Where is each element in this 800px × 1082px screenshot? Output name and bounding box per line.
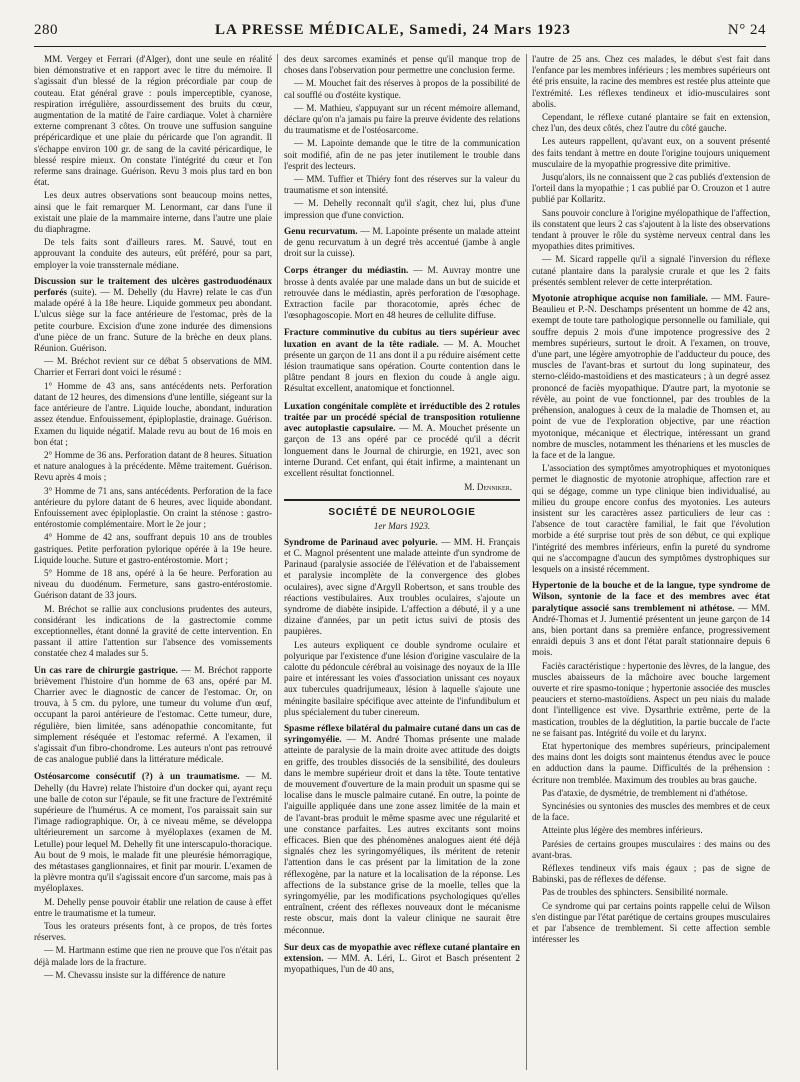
- paragraph: 5° Homme de 18 ans, opéré à la 6e heure. Perforation au niveau du duodénum. Fermeture, sans gastro-entérostomie. Guérison datant de 33 jours.: [34, 567, 272, 601]
- page-header: [34, 22, 766, 44]
- heading-body: — MM. A. Léri, L. Girot et Basch présentent 2 myopathiques, l'un de 40 ans,: [284, 954, 520, 976]
- column-middle: [277, 54, 527, 1070]
- column-left: [34, 54, 272, 1070]
- issue-number: N° 24: [727, 22, 766, 38]
- heading-body: (suite). — M. Dehelly (du Havre) relate le cas d'un malade opéré à la 18e heure. Liquide gommeux peu abondant. L'ulcus siège sur la face antérieure de l'estomac, près de la petite courbure. Excision d'une zone indurée des dimensions d'une pièce de un franc. Suture de la brèche en deux plans. Réunion. Guérison.: [34, 288, 272, 355]
- paragraph: — MM. Tuffier et Thiéry font des réserves sur la valeur du traumatisme et son intensité.: [284, 174, 520, 196]
- paragraph: Ce syndrome qui par certains points rappelle celui de Wilson s'en distingue par l'état parétique de certains groupes musculaires et par l'absence de tremblement. Si cette affection semble intéresser les: [532, 900, 770, 945]
- heading-title: Fracture comminutive du cubitus au tiers supérieur avec luxation en avant de la tête radiale.: [284, 328, 520, 350]
- heading-body: — M. Lapointe présente un malade atteint de genu recurvatum à un degré très accentué (jambe à angle droit sur la cuisse).: [284, 226, 520, 260]
- paragraph: M. Dehelly pense pouvoir établir une relation de cause à effet entre le traumatisme et la tumeur.: [34, 896, 272, 918]
- heading-title: Ostéosarcome consécutif (?) à un traumatisme.: [34, 772, 240, 783]
- heading-title: Sur deux cas de myopathie avec réflexe cutané plantaire en extension.: [284, 942, 520, 965]
- paragraph: — M. Lapointe demande que le titre de la communication soit modifié, afin de ne pas jeter inutilement le trouble dans l'esprit des lecteurs.: [284, 138, 520, 171]
- column-right: [532, 54, 770, 1070]
- page-number: 280: [34, 22, 58, 38]
- heading-body: — MM. H. Français et C. Magnol présentent une malade atteinte d'un syndrome de Parinaud (paralysie associée de l'élévation et de l'abaissement et paralysie incomplète de la convergence des globes oculaires), avec signe d'Argyll Robertson, et sans trouble des réactions vestibulaires. Aux troubles oculaires, s'ajoute un syndrome de diabète insipide. L'affection a débuté, il y a une dizaine d'années, par un petit ictus suivi de ptosis des paupières.: [284, 537, 520, 638]
- article-heading: [284, 328, 520, 395]
- paragraph: Réflexes tendineux vifs mais égaux ; pas de signe de Babinski, pas de réflexes de défense.: [532, 863, 770, 885]
- article-heading: [34, 666, 272, 767]
- article-heading: [34, 277, 272, 355]
- paragraph: Atteinte plus légère des membres inférieurs.: [542, 825, 703, 836]
- paragraph: 2° Homme de 36 ans. Perforation datant de 8 heures. Situation et nature analogues à la précédente. Même traitement. Guérison. Revu après 4 mois ;: [34, 449, 272, 483]
- paragraph: l'autre de 25 ans. Chez ces malades, le début s'est fait dans l'enfance par les membres inférieurs ; les membres supérieurs ont été pris ensuite, la racine des membres est restée plus atteinte que l'extrémité. Les réflexes tendineux et idio-musculaires sont abolis.: [532, 54, 770, 109]
- article-heading: [284, 266, 520, 322]
- paragraph: 4° Homme de 42 ans, souffrant depuis 10 ans de troubles gastriques. Petite perforation pylorique opérée à la 19e heure. Liquide louche. Suture et gastro-entérostomie. Mort ;: [34, 532, 272, 565]
- paragraph: Syncinésies ou syntonies des muscles des membres et de ceux de la face.: [532, 801, 770, 823]
- header-rule: [34, 46, 766, 47]
- paragraph: Pas d'ataxie, de dysmétrie, de tremblement ni d'athétose.: [542, 787, 748, 798]
- article-heading: [284, 538, 520, 639]
- heading-body: — M. André Thomas présente une malade atteinte de paralysie de la main droite avec attitude des doigts en griffe, des troubles dissociés de la sensibilité, des douleurs dans le membre supérieur droit et dans la tête. Toute tentative de mouvement d'ouverture de la main produit un spasme qui se localise dans le muscle palmaire cutané. En outre, la pointe de l'aiguille appliquée dans une zone assez limitée de la main et de l'avant-bras produit le même spasme avec une régularité et une constance parfaites. Les autres excitants sont moins efficaces. Bien que des phénomènes analogues aient été déjà signalés chez les syringomyéliques, ils méritent de retenir l'attention dans le cas présent par la limitation de la zone réflexogène, par la nature et la localisation de la réponse. Les affections de la substance grise de la moelle, telles que la syringomyélie, par les modifications psychologiques qu'elles entraînent, créent des réflexes nouveaux dont le mécanisme reste obscur, mais dont la valeur clinique ne saurait être méconnue.: [284, 735, 520, 936]
- heading-body: — MM. André-Thomas et J. Jumentié présentent un jeune garçon de 14 ans, bien portant dans sa première enfance, progressivement enraidi depuis 3 ans et dont l'état paraît stationnaire depuis 6 mois.: [532, 603, 770, 659]
- paragraph: des deux sarcomes examinés et pense qu'il manque trop de choses dans l'observation pour permettre une conclusion ferme.: [284, 54, 520, 76]
- paragraph: — M. Sicard rappelle qu'il a signalé l'inversion du réflexe cutané plantaire dans la paralysie crurale et que les 2 faits présentés semblent relever de cette interprétation.: [532, 254, 770, 287]
- paragraph: Pas de troubles des sphincters. Sensibilité normale.: [542, 887, 728, 898]
- author-signature: M. Denniker.: [464, 482, 512, 493]
- heading-title: Hypertonie de la bouche et de la langue, type syndrome de Wilson, syntonie de la face et des membres avec état paralytique associé sans tremblement ni athétose.: [532, 581, 770, 614]
- heading-body: — MM. Faure-Beaulieu et P.-N. Deschamps présentent un homme de 42 ans, exempt de toute tare pathologique personnelle ou familiale, qui souffre depuis 2 mois d'une impotence progressive des 2 membres supérieurs, surtout le droit. A l'examen, on trouve, d'une part, une légère amyotrophie de l'adducteur du pouce, des muscles de l'avant-bras et surtout du long supinateur, des sterno-cléido-mastoïdiens et des masticateurs ; à un degré assez prononcé de faciès myopathique. D'autre part, la myotonie se révèle, au point de vue fonctionnel, par des troubles de la préhension, analogues à ceux de la maladie de Thomsen et, au point de vue de l'exploration objective, par une réaction myotonique, mécanique et électrique, intéressant un grand nombre de muscles, notamment les thénariens et les muscles de la face et de la langue.: [532, 294, 770, 461]
- heading-title: Syndrome de Parinaud avec polyurie.: [284, 537, 438, 548]
- heading-title: Spasme réflexe bilatéral du palmaire cutané dans un cas de syringomyélie.: [284, 723, 520, 746]
- heading-title: Luxation congénitale complète et irréductible des 2 rotules traitée par un procédé spécial de transposition rotulienne avec autoplastie capsulaire.: [284, 401, 520, 435]
- paragraph: Les auteurs rappellent, qu'avant eux, on a souvent présenté des faits tendant à mettre en doute l'origine toujours uniquement musculaire de la myopathie progressive dite primitive.: [532, 136, 770, 169]
- section-heading: SOCIÉTÉ DE NEUROLOGIE: [284, 499, 520, 518]
- columns: [34, 54, 772, 1070]
- heading-title: Un cas rare de chirurgie gastrique.: [34, 665, 178, 676]
- paragraph: Jusqu'alors, ils ne connaissent que 2 cas publiés d'extension de l'orteil dans la myopathie ; 1 cas publié par O. Crouzon et 1 autre publié par Kollaritz.: [532, 172, 770, 205]
- paragraph: 3° Homme de 71 ans, sans antécédents. Perforation de la face antérieure du pylore datant de 6 heures, avec liquide abondant. Enfouissement avec épiploplastie. On craint la sténose : gastro-entérostomie complémentaire. Mort le 2e jour ;: [34, 485, 272, 530]
- heading-body: — M. Bréchot rapporte brièvement l'histoire d'un homme de 63 ans, opéré par M. Charrier avec le diagnostic de cancer de l'estomac. Or, on trouva, à 5 cm. du pylore, une tumeur du volume d'un œuf, occupant la paroi antérieure de l'estomac. Cette tumeur, dure, régulière, bien limitée, sans adénopathie concomitante, fut simplement réséquée et l'estomac refermé. A l'examen, il s'agissait d'un fibro-chondrome. Les auteurs n'ont pas retrouvé de cas analogue publié dans la littérature médicale.: [34, 665, 272, 766]
- paragraph: — M. Chevassu insiste sur la différence de nature: [44, 969, 226, 980]
- heading-title: Genu recurvatum.: [284, 226, 358, 237]
- heading-body: — M. A. Mouchet présente un garçon de 11 ans dont il a pu réduire aisément cette lésion traumatique sans opération. Courte contention dans le plâtre pendant 8 jours en flexion du coude à angle aigu. Résultat excellent, anatomique et fonctionnel.: [284, 339, 521, 395]
- middle-bottom-content: [284, 538, 520, 977]
- paragraph: Faciès caractéristique : hypertonie des lèvres, de la langue, des muscles abaisseurs de la mâchoire avec bouche largement ouverte et rire spasmo-tonique ; hypertonie associée des muscles peauciers et sterno-mastoïdiens. Aspect un peu niais du malade dont l'intelligence est vive. Dysarthrie extrême, perte de la mastication, troubles de la déglutition, la partie buccale de l'acte ne se faisant pas. Intégrité du voile et du larynx.: [532, 660, 770, 738]
- article-heading: [284, 227, 520, 261]
- middle-top-content: [284, 54, 520, 493]
- section-date: 1er Mars 1923.: [373, 520, 431, 531]
- article-heading: [284, 943, 520, 977]
- heading-title: Discussion sur le traitement des ulcères gastroduodénaux perforés: [34, 276, 272, 299]
- article-heading: [532, 294, 770, 462]
- paragraph: Parésies de certains groupes musculaires : des mains ou des avant-bras.: [532, 838, 770, 860]
- heading-body: — M. Auvray montre une brosse à dents avalée par une malade dans un but de suicide et retrouvée dans le médiastin, après perforation de l'œsophage. Extraction facile par thoracotomie, après échec de l'œsophagoscopie. Mort en 48 heures de cellulite diffuse.: [284, 266, 520, 322]
- paragraph: — M. Dehelly reconnaît qu'il s'agit, chez lui, plus d'une impression que d'une conviction.: [284, 198, 520, 220]
- paragraph: Les auteurs expliquent ce double syndrome oculaire et polyurique par l'existence d'une lésion d'origine vasculaire de la calotte du pédoncule cérébral au voisinage des noyaux de la IIIe paire et intéressant les voies d'association unissant ces noyaux aux tubercules quadrijumeaux, lésion à laquelle s'ajoute une méningite basilaire spécifique avec atteinte de l'infundibulum et plus spécialement du tuber cinereum.: [284, 639, 520, 717]
- paragraph: De tels faits sont d'ailleurs rares. M. Sauvé, tout en approuvant la conduite des auteurs, eût préféré, pour sa part, employer la voie transsternale médiane.: [34, 237, 272, 270]
- paragraph: MM. Vergey et Ferrari (d'Alger), dont une seule en réalité bien démonstrative et en rapport avec le titre du mémoire. Il s'agissait d'un blessé de la région précordiale par coup de couteau. Etat général grave : pouls imperceptible, cyanose, respiration irrégulière, assourdissement des bruits du cœur, augmentation de la matité de l'aire cardiaque. Volet à charnière externe comprenant 3 côtes. On trouve une suffusion sanguine prépéricardique et une plaie du péricarde que l'on agrandit. Il s'échappe environ 100 gr. de sang de la cavité péricardique, le blessé respire mieux. On constate l'intégrité du cœur et l'on referme sans drainage. Guérison. Revu 3 mois plus tard en bon état.: [34, 54, 272, 188]
- paragraph: L'association des symptômes amyotrophiques et myotoniques permet le diagnostic de myotonie atrophique, affection rare et qui se dégage, comme un type clinique bien individualisé, au milieu du groupe encore confus des myotonies. Les auteurs insistent sur les caractères assez particuliers de leur cas : l'absence de tout caractère familial, le fait que l'évolution morbide a été surprise tout près de son début, ce qui explique l'intégrité des membres inférieurs, enfin la pureté du syndrome qui ne s'accompagne d'aucun des symptômes dystrophiques sur lesquels on a insisté récemment.: [532, 463, 770, 574]
- heading-body: — M. A. Mouchet présente un garçon de 13 ans opéré par ce procédé qu'il a décrit longuement dans le Journal de chirurgie, en 1921, avec son interne Durand. Cet enfant, qui était infirme, a maintenant un excellent résultat fonctionnel.: [284, 424, 520, 479]
- heading-body: — M. Dehelly (du Havre) relate l'histoire d'un docker qui, ayant reçu une balle de coton sur l'épaule, se fit une fracture de l'extrémité supérieure de l'humérus. A ce moment, l'os paraissait sain sur l'image radiographique. Or, à ce niveau même, se développa ultérieurement un sarcome à myéloplaxes (examen de M. Letulle) pour lequel M. Dehelly fit une interscapulo-thoracique. Au bout de 9 mois, le malade fit une pleurésie hémorragique, des métastases ganglionnaires, et finit par mourir. L'examen de la plèvre montra qu'il s'agissait encore d'un sarcome, mais pas à myéloplaxes.: [34, 772, 272, 895]
- paragraph: Etat hypertonique des membres supérieurs, principalement des mains dont les doigts sont maintenus étendus avec le pouce en adduction dans la paume. Difficultés de la préhension : écriture non tremblée. Maximum des troubles au bras gauche.: [532, 740, 770, 785]
- paragraph: M. Bréchot se rallie aux conclusions prudentes des auteurs, considérant les indications de la gastrectomie comme exceptionnelles, étant donné la gravité de cette intervention. En passant il attire l'attention sur l'absence des vomissements constatée chez 4 malades sur 5.: [34, 603, 272, 659]
- paragraph: — M. Mouchet fait des réserves à propos de la possibilité de cal soufflé ou d'ostéite kystique.: [284, 78, 520, 100]
- article-heading: [284, 724, 520, 937]
- paragraph: Les deux autres observations sont beaucoup moins nettes, ainsi que le fait remarquer M. Lenormant, car dans l'une il existait une plaie de la mammaire interne, dans l'autre une plaie du diaphragme.: [34, 190, 272, 235]
- article-heading: [284, 402, 520, 480]
- article-heading: [532, 581, 770, 659]
- heading-title: Corps étranger du médiastin.: [284, 266, 409, 277]
- article-heading: [34, 772, 272, 895]
- paragraph: — M. Hartmann estime que rien ne prouve que l'os n'était pas déjà malade lors de la fracture.: [34, 945, 272, 967]
- paragraph: — M. Mathieu, s'appuyant sur un récent mémoire allemand, déclare qu'on n'a jamais pu faire la preuve évidente des relations du traumatisme et de l'ostéosarcome.: [284, 102, 520, 136]
- paragraph: — M. Bréchot revient sur ce débat 5 observations de MM. Charrier et Ferrari dont voici le résumé :: [34, 356, 272, 378]
- paragraph: Cependant, le réflexe cutané plantaire se fait en extension, chez l'un, des deux côtés, chez l'autre du côté gauche.: [532, 112, 770, 134]
- paragraph: Sans pouvoir conclure à l'origine myélopathique de l'affection, ils constatent que leurs 2 cas s'ajoutent à la liste des observations tendant à prouver le rôle du système nerveux central dans les myopathies dites primitives.: [532, 207, 770, 252]
- heading-title: Myotonie atrophique acquise non familiale.: [532, 294, 708, 305]
- paragraph: Tous les orateurs présents font, à ce propos, de très fortes réserves.: [34, 921, 272, 943]
- paragraph: 1° Homme de 43 ans, sans antécédents nets. Perforation datant de 12 heures, des dimensions d'une lentille, siégeant sur la face antérieure de l'antre. Liquide louche, abondant, induration assez étendue. Enfouissement, épiploplastie, drainage. Guérison. Examen du liquide négatif. Malade revu au bout de 16 mois en bon état ;: [34, 380, 272, 447]
- journal-title: LA PRESSE MÉDICALE, Samedi, 24 Mars 1923: [215, 22, 571, 38]
